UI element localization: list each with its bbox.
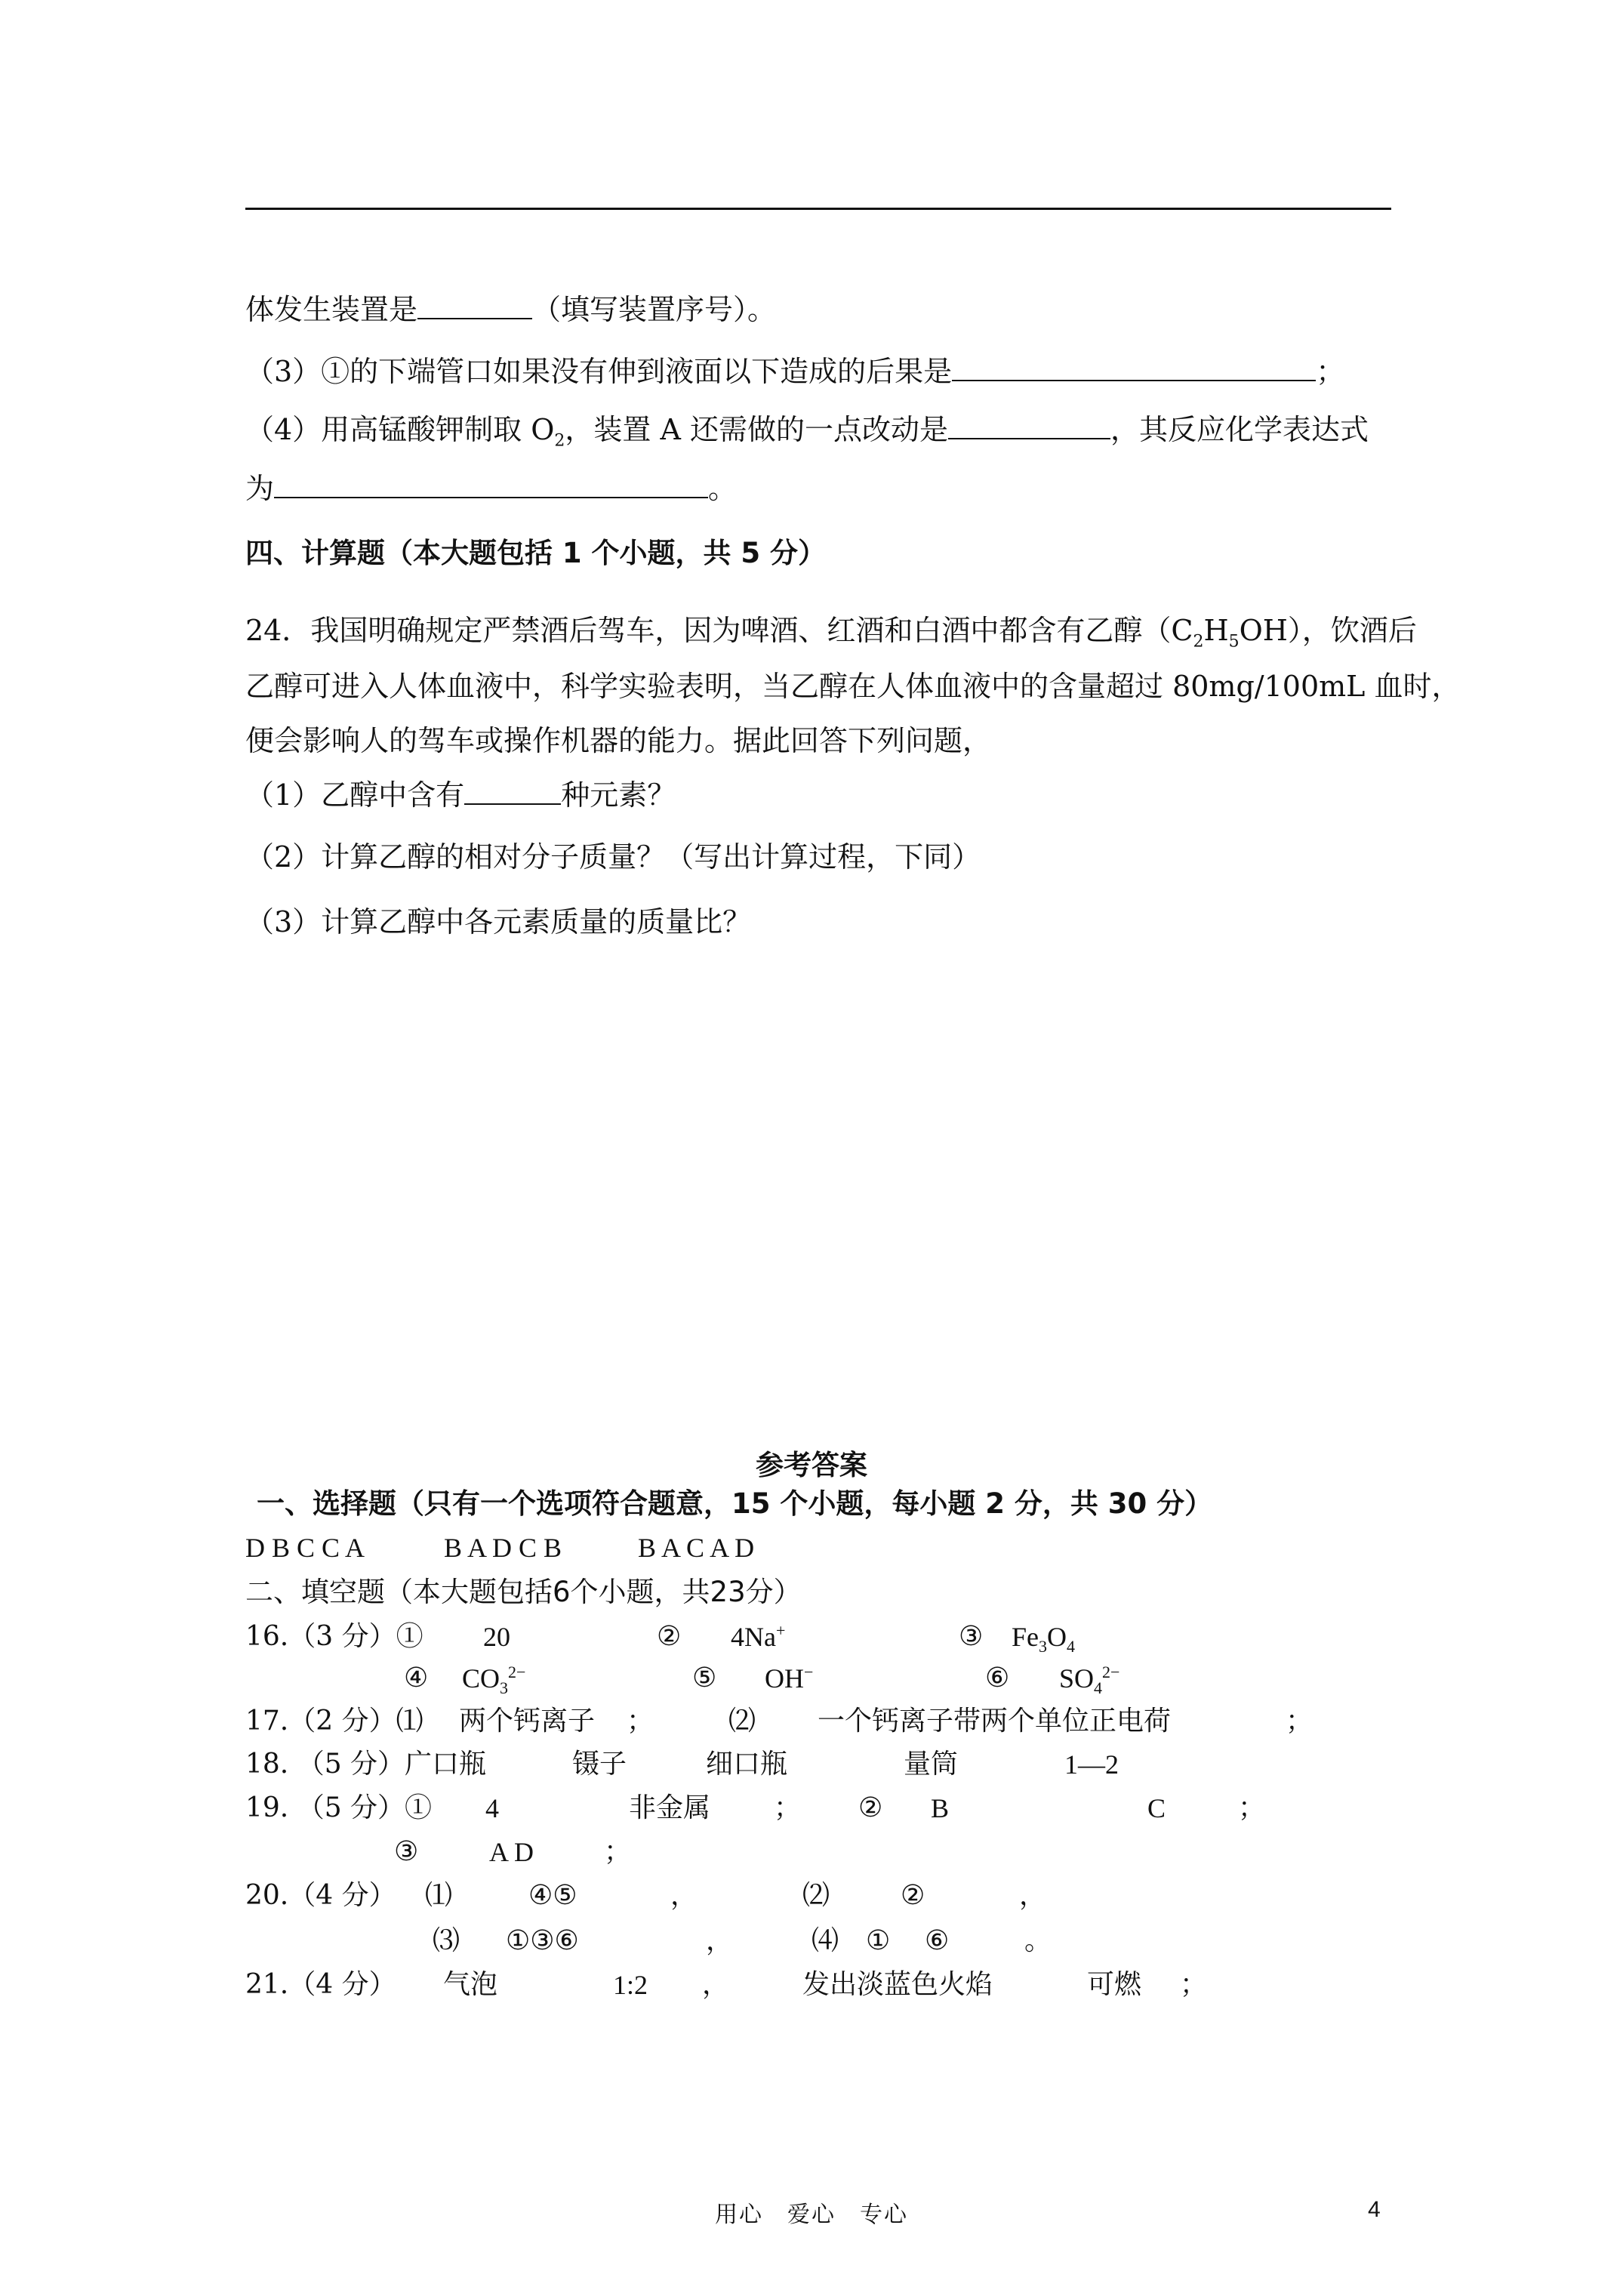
q23-part4-end: 。	[708, 472, 738, 505]
answer-punct: ，	[670, 1880, 698, 1911]
answer-punct: ；	[1286, 1706, 1313, 1737]
answer-value: $SO_4^{2-}$	[1059, 1663, 1120, 1698]
answer-label: 18. （5 分）广口瓶	[245, 1749, 487, 1780]
q24-text: 24．我国明确规定严禁酒后驾车，因为啤酒、红酒和白酒中都含有乙醇（C	[245, 614, 1193, 647]
q23-part4-text: （4）用高锰酸钾制取 O	[245, 413, 555, 446]
q23-part3-text: （3）①的下端管口如果没有伸到液面以下造成的后果是	[245, 355, 953, 388]
answer-value: 镊子	[572, 1749, 627, 1780]
answer-value: $Fe_3O_4$	[1012, 1622, 1075, 1657]
header-rule	[245, 208, 1391, 210]
answer-blank	[274, 471, 708, 498]
answer-punct: ；	[627, 1706, 654, 1737]
q24-sub3: （3）计算乙醇中各元素质量的质量比？	[245, 905, 752, 938]
answers-title: 参考答案	[756, 1449, 867, 1481]
q23-part4-text: ，装置 A 还需做的一点改动是	[565, 413, 949, 446]
answer-value: 20	[483, 1622, 510, 1652]
answer-value: C	[1147, 1793, 1166, 1823]
answer-value: 1—2	[1064, 1749, 1119, 1780]
answer-punct: ；	[1180, 1969, 1208, 2000]
q24-line2: 乙醇可进入人体血液中，科学实验表明，当乙醇在人体血液中的含量超过 80mg/100mL 血时，	[245, 670, 1461, 703]
answer-marker: ③	[959, 1621, 984, 1652]
answer-marker: ②	[858, 1792, 883, 1823]
answer-value: 可燃	[1087, 1969, 1142, 2000]
answer-marker: ④	[404, 1663, 429, 1693]
answer-label: 21.（4 分）	[245, 1969, 396, 2000]
q24-sub2: （2）计算乙醇的相对分子质量？（写出计算过程，下同）	[245, 840, 981, 874]
answer-marker: ⑷	[812, 1925, 839, 1956]
page-number: 4	[1368, 2197, 1381, 2222]
answer-blank	[417, 292, 532, 319]
answer-blank	[948, 412, 1110, 439]
answer-punct: 。	[1024, 1925, 1052, 1956]
subscript: 2	[554, 431, 565, 451]
answer-value: 一个钙离子带两个单位正电荷	[818, 1706, 1172, 1737]
q24-text: H	[1203, 614, 1229, 647]
subscript: 2	[1193, 632, 1204, 652]
answer-value: 量筒	[904, 1749, 959, 1780]
q24-sub1-text: （1）乙醇中含有	[245, 778, 465, 812]
choice-group: B A C A D	[638, 1533, 755, 1563]
answer-value: 4Na+	[731, 1621, 786, 1652]
answer-value: 气泡	[443, 1969, 498, 2000]
answer-punct: ；	[1238, 1792, 1266, 1823]
q24-line3: 便会影响人的驾车或操作机器的能力。据此回答下列问题，	[245, 724, 992, 757]
answer-value: ④⑤	[528, 1880, 577, 1911]
choice-group: D B C C A	[245, 1533, 365, 1563]
q23-part4-text: ，其反应化学表达式	[1110, 413, 1369, 446]
answer-label: 17.（2 分）⑴	[245, 1706, 423, 1737]
answer-punct: ；	[774, 1792, 802, 1823]
answer-value: ①	[866, 1925, 891, 1956]
q23-line1	[245, 291, 776, 328]
answer-marker: ⑤	[692, 1663, 717, 1693]
q23-part4-line2	[245, 470, 737, 507]
answer-value: B	[931, 1793, 950, 1823]
q23-part3-end: ；	[1316, 355, 1345, 388]
answer-value: 细口瓶	[706, 1749, 788, 1780]
answer-value: ①③⑥	[506, 1925, 579, 1956]
answer-punct: ，	[706, 1925, 734, 1956]
answer-label: 20.（4 分）	[245, 1880, 396, 1911]
answer-marker: ⑶	[433, 1925, 460, 1956]
answer-marker: ③	[394, 1836, 419, 1867]
answers-section2-title: 二、填空题（本大题包括6个小题，共23分）	[245, 1576, 802, 1608]
answer-marker: ⑴	[425, 1880, 453, 1911]
answer-punct: ，	[702, 1969, 730, 2000]
answer-punct: ，	[1019, 1880, 1047, 1911]
answer-value: OH−	[765, 1663, 814, 1693]
section4-title: 四、计算题（本大题包括 1 个小题，共 5 分）	[245, 537, 827, 569]
answer-label: 16.（3 分）①	[245, 1621, 423, 1652]
answer-value: 1:2	[613, 1970, 648, 2000]
answer-blank	[952, 354, 1316, 381]
answer-value: 发出淡蓝色火焰	[802, 1969, 993, 2000]
answer-marker: ⑵	[802, 1880, 830, 1911]
q23-part4	[245, 411, 1369, 451]
choice-group: B A D C B	[444, 1533, 562, 1563]
q23-part4-text: 为	[245, 472, 275, 505]
q24-sub1-text: 种元素？	[561, 778, 676, 812]
q23-part3	[245, 353, 1344, 390]
answer-marker: ⑵	[728, 1706, 756, 1737]
answer-value: ⑥	[925, 1925, 950, 1956]
answers-section1-title: 一、选择题（只有一个选项符合题意，15 个小题，每小题 2 分，共 30 分）	[257, 1487, 1213, 1520]
q24-sub1	[245, 776, 676, 814]
q23-text: 体发生装置是	[245, 293, 418, 326]
q24-text: OH），饮酒后	[1239, 614, 1417, 647]
answer-marker: ②	[657, 1621, 682, 1652]
answer-value: $CO_3^{2-}$	[462, 1663, 526, 1698]
q23-text: （填写装置序号）。	[532, 293, 777, 326]
answer-value: A D	[489, 1837, 534, 1867]
answer-value: ②	[901, 1880, 925, 1911]
subscript: 5	[1228, 632, 1240, 652]
answer-value: 4	[485, 1793, 499, 1823]
answer-value: 两个钙离子	[459, 1706, 596, 1737]
answer-blank	[464, 778, 561, 805]
q24-line1	[245, 612, 1417, 652]
footer-motto: 用心 爱心 专心	[715, 2202, 908, 2228]
answer-label: 19. （5 分）①	[245, 1792, 433, 1823]
answer-marker: ⑥	[985, 1663, 1010, 1693]
answer-punct: ；	[604, 1836, 632, 1867]
answer-value: 非金属	[629, 1792, 711, 1823]
